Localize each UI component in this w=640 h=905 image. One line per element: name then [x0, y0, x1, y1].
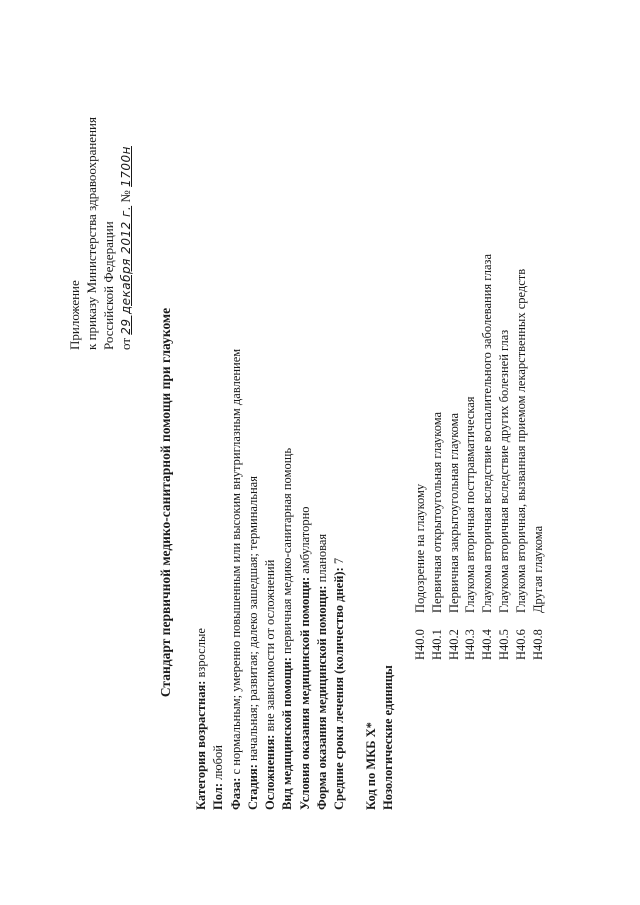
icd-name: Подозрение на глаукому: [413, 483, 427, 613]
param-value: плановая: [315, 533, 330, 586]
param-value: любой: [211, 745, 226, 784]
icd-code-row: [479, 254, 496, 660]
param-row: [210, 349, 227, 810]
param-row: [262, 349, 279, 810]
icd-code-row: [429, 254, 446, 660]
icd-name: Первичная открытоугольная глаукома: [429, 411, 444, 613]
icd-code: H40.8: [530, 629, 545, 660]
number-sign: №: [118, 190, 133, 203]
nosological-units-label: Нозологические единицы: [381, 665, 396, 810]
standard-parameters: [193, 349, 349, 810]
icd-code: H40.2: [446, 629, 461, 660]
icd-code-row: [412, 254, 429, 660]
param-key: Фаза:: [228, 777, 243, 810]
icd-code: H40.5: [496, 629, 511, 660]
icd-code-label: Код по МКБ X*: [364, 722, 378, 810]
param-row: [279, 349, 296, 810]
handwritten-order-number: 1700н: [119, 146, 133, 187]
param-value: начальная; развитая; далеко зашедшая; терминальная: [245, 476, 260, 765]
appendix-header: [66, 117, 135, 350]
icd-name: Глаукома вторичная посттравматическая: [463, 396, 478, 613]
icd-code-row: [530, 254, 547, 660]
icd-code: H40.4: [480, 629, 495, 660]
param-row: [228, 349, 245, 810]
handwritten-date: 29 декабря 2012 г.: [119, 205, 133, 335]
icd-code: H40.1: [429, 629, 444, 660]
param-row: [297, 349, 314, 810]
param-key: Пол:: [211, 783, 226, 810]
param-key: Категория возрастная:: [194, 680, 208, 810]
appendix-date-line: [117, 117, 135, 350]
date-prefix: от: [118, 337, 133, 350]
document-title: [158, 0, 174, 905]
icd-name: Глаукома вторичная вследствие других болезней глаз: [496, 329, 511, 613]
param-key: Условия оказания медицинской помощи:: [297, 576, 312, 810]
param-row: [245, 349, 262, 810]
icd-code-row: [513, 254, 530, 660]
icd-code: H40.6: [513, 629, 528, 660]
icd-code: H40.0: [413, 629, 427, 660]
param-key: Стадия:: [245, 764, 260, 810]
icd-code-list: [412, 254, 546, 660]
icd-name: Глаукома вторичная вследствие воспалительного заболевания глаза: [480, 253, 495, 613]
param-key: Вид медицинской помощи:: [280, 657, 295, 810]
appendix-federation: Российской Федерации: [101, 221, 116, 350]
icd-code-row: [462, 254, 479, 660]
param-value: взрослые: [194, 628, 208, 681]
param-value: первичная медико-санитарная помощь: [280, 447, 295, 658]
title-text: Стандарт первичной медико-санитарной помощи при глаукоме: [158, 307, 173, 698]
param-value: 7: [332, 557, 347, 568]
appendix-order-ref: к приказу Министерства здравоохранения: [84, 117, 99, 350]
param-value: амбулаторно: [297, 506, 312, 577]
param-value: с нормальным; умеренно повышенным или высоким внутриглазным давлением: [228, 348, 243, 778]
icd-name: Другая глаукома: [530, 525, 545, 613]
param-key: Средние сроки лечения (количество дней):: [332, 567, 347, 810]
icd-code-row: [496, 254, 513, 660]
icd-heading: [363, 665, 398, 810]
param-key: Осложнения:: [263, 734, 278, 810]
appendix-label: Приложение: [67, 280, 82, 350]
param-key: Форма оказания медицинской помощи:: [315, 585, 330, 810]
param-row: [193, 349, 210, 810]
icd-name: Первичная закрытоугольная глаукома: [446, 412, 461, 613]
param-row: [331, 349, 348, 810]
icd-name: Глаукома вторичная, вызванная приемом лекарственных средств: [513, 268, 528, 613]
param-row: [314, 349, 331, 810]
icd-code: H40.3: [463, 629, 478, 660]
icd-code-row: [446, 254, 463, 660]
param-value: вне зависимости от осложнений: [263, 559, 278, 735]
